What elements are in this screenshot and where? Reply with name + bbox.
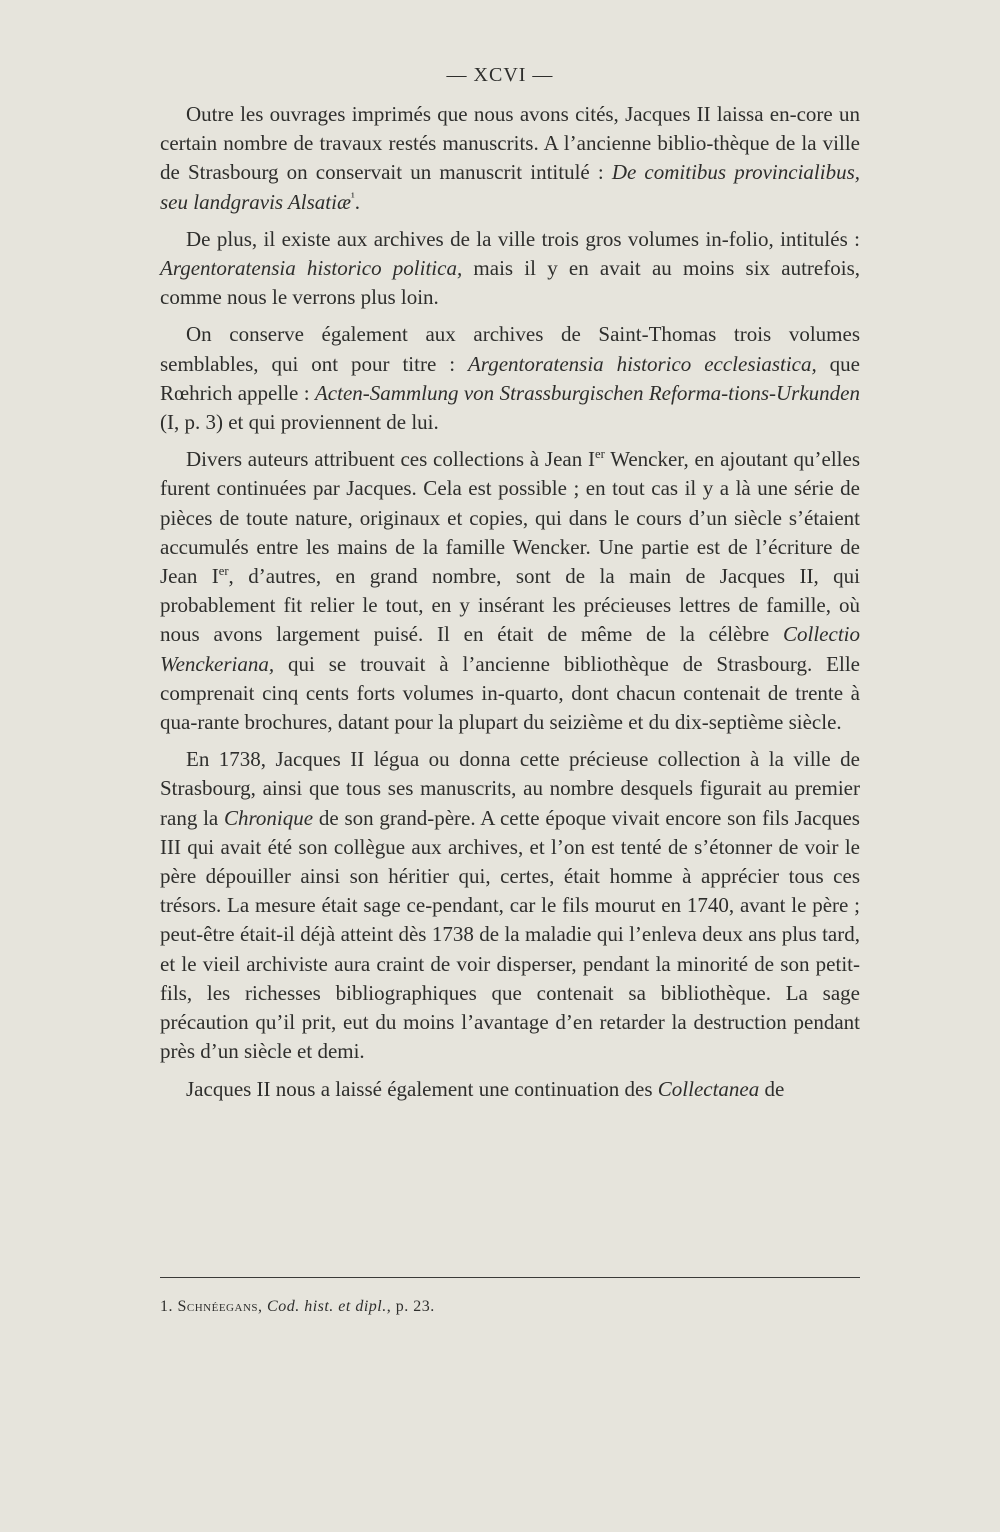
text-run: que Rœhrich appelle : xyxy=(160,351,861,405)
footnote-ref: ¹ xyxy=(350,189,355,204)
paragraph-6 xyxy=(160,1075,860,1104)
italic-title: Collectio Wenckeriana, xyxy=(160,622,860,676)
text-run: Divers auteurs attribuent ces collections à Jean I xyxy=(186,447,595,472)
text-run: de son grand-père. A cette époque vivait encore son fils Jacques III qui avait été son collègue aux archives, et l’on est tenté de s’étonner de voir le père dépouiller ainsi son héritier qui, certes, était homme à apprécier tous ces trésors. La mesure était sage ce-pendant, car le fils mourut en 1740, avant le père ; peut-être était-il déjà atteint dès 1738 de la maladie qui l’enleva deux ans plus tard, et le vieil archiviste aura craint de voir disperser, pendant la minorité de son petit-fils, les richesses bibliographiques que contenait sa bibliothèque. La sage précaution qu’il prit, eut du moins l’avantage d’en retarder la destruction pendant près d’un siècle et demi. xyxy=(160,805,860,1064)
italic-title: Chronique xyxy=(224,805,314,830)
text-run: En 1738, Jacques II légua ou donna cette précieuse collection à la ville de Strasbourg, ainsi que tous ses manuscrits, au nombre desquels figurait au premier rang la xyxy=(160,747,860,830)
text-run: Outre les ouvrages imprimés que nous avons cités, Jacques II laissa en-core un certain nombre de travaux restés manuscrits. A l’ancienne biblio-thèque de la ville de Strasbourg on conservait un manuscrit intitulé : xyxy=(160,102,860,185)
footnote-divider xyxy=(160,1277,860,1278)
paragraph-3 xyxy=(160,320,860,437)
italic-title: Acten-Sammlung von Strassburgischen Reforma-tions-Urkunden xyxy=(314,380,860,405)
text-run: . xyxy=(354,189,360,214)
italic-title: Argentoratensia historico politica, xyxy=(160,256,463,281)
text-run: (I, p. 3) et qui proviennent de lui. xyxy=(160,410,439,435)
paragraph-5 xyxy=(160,745,860,1066)
footnote-title: Cod. hist. et dipl. xyxy=(267,1298,387,1315)
italic-title: Argentoratensia historico ecclesiastica, xyxy=(467,351,817,376)
footnote xyxy=(160,1296,860,1318)
text-run: , xyxy=(258,1298,268,1315)
text-run: Wencker, en ajoutant qu’elles furent continuées par Jacques. Cela est possible ; en tout cas il y a là une série de pièces de toute nature, originaux et copies, qui dans le cours d’un siècle s’étaient accumulés entre les mains de la famille Wencker. Une partie est de l’écriture de Jean I xyxy=(160,447,860,589)
text-run: , p. 23. xyxy=(386,1298,435,1315)
text-run: de xyxy=(759,1076,785,1101)
text-run: , d’autres, en grand nombre, sont de la main de Jacques II, qui probablement fit relier le tout, en y insérant les précieuses lettres de famille, où nous avons largement puisé. Il en était de même de la célèbre xyxy=(160,564,860,647)
footnote-number: 1. xyxy=(160,1298,178,1315)
paragraph-1 xyxy=(160,100,860,217)
page-number-header: — XCVI — xyxy=(446,64,554,86)
superscript: er xyxy=(218,564,229,579)
text-run: On conserve également aux archives de Saint-Thomas trois volumes semblables, qui ont pour titre : xyxy=(160,322,860,376)
paragraph-2 xyxy=(160,225,860,313)
paragraph-4 xyxy=(160,445,860,737)
footnote-author: Schnéegans xyxy=(177,1298,259,1315)
italic-title: Collectanea xyxy=(657,1076,760,1101)
text-run: De plus, il existe aux archives de la ville trois gros volumes in-folio, intitulés : xyxy=(186,226,860,251)
text-run: Jacques II nous a laissé également une continuation des xyxy=(186,1076,658,1101)
italic-title: De comitibus provincialibus, seu landgravis Alsatiæ xyxy=(160,160,860,214)
text-run: mais il y en avait au moins six autrefois, comme nous le verrons plus loin. xyxy=(160,256,860,310)
superscript: er xyxy=(595,447,605,462)
text-run: qui se trouvait à l’ancienne bibliothèque de Strasbourg. Elle comprenait cinq cents forts volumes in-quarto, dont chacun contenait de trente à qua-rante brochures, datant pour la plupart du seizième et du dix-septième siècle. xyxy=(160,651,860,735)
main-text xyxy=(160,100,860,1104)
